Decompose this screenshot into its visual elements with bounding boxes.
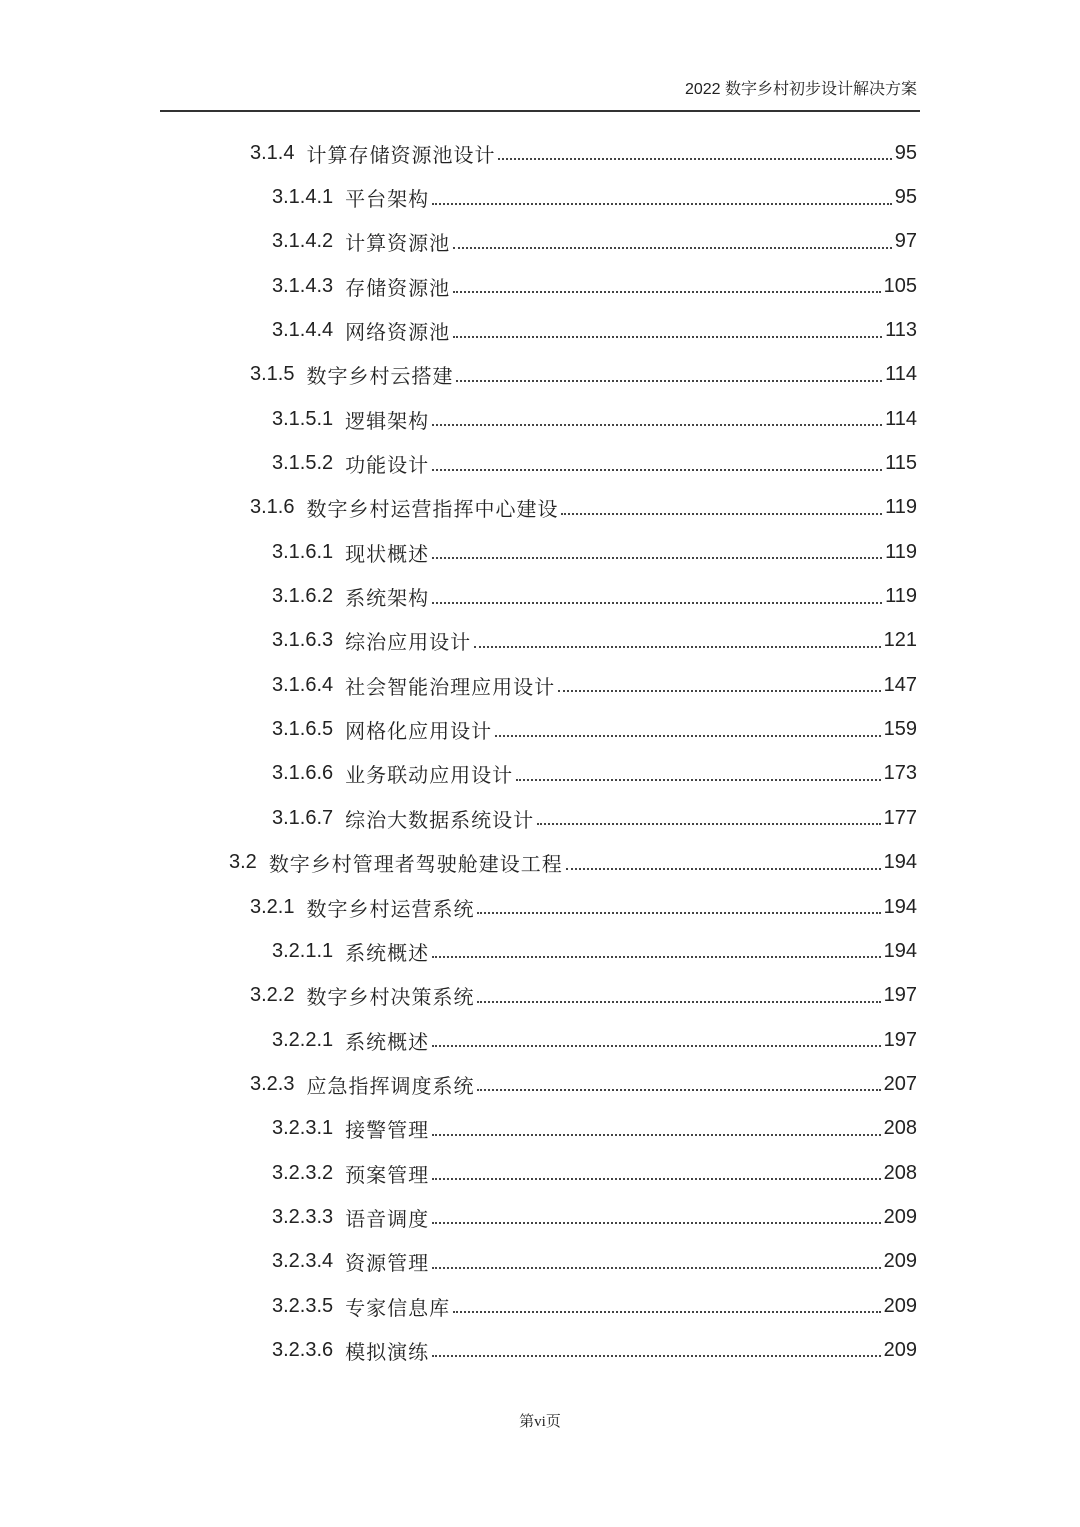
toc-entry-number: 3.2.3 [250,1072,295,1095]
toc-entry-title: 模拟演练 [345,1341,430,1364]
toc-entry-title: 数字乡村云搭建 [306,366,454,389]
toc-entry[interactable] [0,1195,917,1239]
toc-entry-number: 3.2.1 [250,895,295,918]
toc-entry-title: 应急指挥调度系统 [306,1075,475,1098]
table-of-contents [0,131,1080,1373]
toc-entry-page: 113 [885,319,917,342]
toc-entry-page: 209 [883,1250,917,1273]
toc-entry-page: 115 [885,452,917,475]
toc-entry-number: 3.1.5 [250,363,295,386]
toc-entry-title: 平台架构 [345,189,430,212]
dot-leader [432,602,882,604]
toc-entry[interactable] [0,707,917,751]
toc-entry-page: 97 [894,230,917,253]
dot-leader [432,557,882,559]
header-rule [160,110,920,112]
toc-entry-page: 119 [885,585,917,608]
toc-entry-page: 208 [883,1117,917,1140]
toc-entry[interactable] [0,441,917,485]
dot-leader [453,336,882,338]
toc-entry[interactable] [0,929,917,973]
toc-entry-number: 3.1.6.7 [272,806,334,829]
dot-leader [432,424,882,426]
toc-entry-number: 3.1.6 [250,496,295,519]
toc-entry[interactable] [0,796,917,840]
toc-entry-number: 3.1.5.2 [272,452,334,475]
toc-entry-number: 3.2.3.4 [272,1250,334,1273]
toc-entry[interactable] [0,1018,917,1062]
toc-entry[interactable] [0,663,917,707]
toc-entry-number: 3.2.3.1 [272,1117,334,1140]
dot-leader [477,1089,880,1091]
dot-leader [474,646,880,648]
dot-leader [453,1311,880,1313]
toc-entry-page: 194 [883,851,917,874]
toc-entry-title: 存储资源池 [345,277,451,300]
toc-entry-number: 3.1.6.4 [272,673,334,696]
toc-entry-title: 计算存储资源池设计 [306,144,496,167]
toc-entry[interactable] [0,530,917,574]
dot-leader [495,735,880,737]
toc-entry-title: 业务联动应用设计 [345,765,514,788]
toc-entry-title: 预案管理 [345,1164,430,1187]
toc-entry-number: 3.1.4.3 [272,274,334,297]
toc-entry[interactable] [0,397,917,441]
toc-entry-page: 119 [885,496,917,519]
dot-leader [453,247,892,249]
toc-entry-page: 177 [883,806,917,829]
toc-entry-number: 3.1.5.1 [272,407,334,430]
toc-entry-page: 95 [894,141,917,164]
dot-leader [432,1222,880,1224]
toc-entry-title: 数字乡村决策系统 [306,987,475,1010]
toc-entry[interactable] [0,175,917,219]
toc-entry[interactable] [0,1107,917,1151]
dot-leader [558,690,880,692]
dot-leader [477,1001,880,1003]
dot-leader [477,912,880,914]
toc-entry-page: 119 [885,540,917,563]
toc-entry-number: 3.1.6.5 [272,718,334,741]
toc-entry-title: 资源管理 [345,1253,430,1276]
dot-leader [432,1355,880,1357]
toc-entry-number: 3.2.3.5 [272,1294,334,1317]
toc-entry-title: 数字乡村管理者驾驶舱建设工程 [268,854,563,877]
toc-entry-number: 3.1.4.1 [272,186,334,209]
toc-entry-title: 接警管理 [345,1120,430,1143]
toc-entry-title: 现状概述 [345,543,430,566]
toc-entry-page: 209 [883,1338,917,1361]
toc-entry[interactable] [0,974,917,1018]
dot-leader [432,469,882,471]
toc-entry-title: 语音调度 [345,1208,430,1231]
toc-entry-number: 3.2.3.6 [272,1338,334,1361]
toc-entry-page: 209 [883,1294,917,1317]
toc-entry-number: 3.1.4.4 [272,319,334,342]
toc-entry-title: 功能设计 [345,455,430,478]
toc-entry-title: 数字乡村运营系统 [306,898,475,921]
toc-entry-page: 105 [883,274,917,297]
toc-entry-page: 173 [883,762,917,785]
toc-entry-page: 159 [883,718,917,741]
toc-entry[interactable] [0,220,917,264]
toc-entry[interactable] [0,353,917,397]
toc-entry[interactable] [0,885,917,929]
toc-entry[interactable] [0,308,917,352]
toc-entry[interactable] [0,752,917,796]
dot-leader [432,1267,880,1269]
dot-leader [537,823,880,825]
dot-leader [516,779,880,781]
toc-entry[interactable] [0,1151,917,1195]
toc-entry[interactable] [0,131,917,175]
toc-entry-number: 3.1.6.6 [272,762,334,785]
toc-entry-page: 147 [883,673,917,696]
toc-entry-title: 综治大数据系统设计 [345,809,535,832]
toc-entry[interactable] [0,486,917,530]
dot-leader [432,203,892,205]
toc-entry-page: 114 [885,363,917,386]
toc-entry[interactable] [0,574,917,618]
toc-entry-page: 197 [883,984,917,1007]
toc-entry-page: 197 [883,1028,917,1051]
dot-leader [456,380,882,382]
toc-entry-number: 3.2.2.1 [272,1028,334,1051]
running-header: 2022 数字乡村初步设计解决方案 [684,81,917,98]
toc-entry-number: 3.1.6.3 [272,629,334,652]
page-number: 第vi页 [519,1414,561,1430]
toc-entry-number: 3.2 [229,851,257,874]
toc-entry-page: 121 [883,629,917,652]
toc-entry-number: 3.1.6.2 [272,585,334,608]
toc-entry-title: 综治应用设计 [345,632,472,655]
toc-entry-title: 数字乡村运营指挥中心建设 [306,499,559,522]
toc-entry[interactable] [0,1328,917,1372]
toc-entry-page: 95 [894,186,917,209]
toc-entry[interactable] [0,1062,917,1106]
toc-entry-page: 194 [883,895,917,918]
toc-entry-title: 计算资源池 [345,233,451,256]
toc-entry-title: 系统架构 [345,588,430,611]
dot-leader [432,1045,880,1047]
toc-entry-page: 114 [885,407,917,430]
toc-entry-title: 社会智能治理应用设计 [345,676,556,699]
toc-entry[interactable] [0,1240,917,1284]
toc-entry-number: 3.1.4 [250,141,295,164]
toc-entry-title: 网格化应用设计 [345,721,493,744]
dot-leader [561,513,882,515]
toc-entry-number: 3.2.3.2 [272,1161,334,1184]
dot-leader [566,868,881,870]
dot-leader [453,291,880,293]
toc-entry-title: 逻辑架构 [345,410,430,433]
toc-entry[interactable] [0,619,917,663]
toc-entry-page: 207 [883,1072,917,1095]
toc-entry-page: 194 [883,939,917,962]
toc-entry[interactable] [0,841,917,885]
toc-entry[interactable] [0,264,917,308]
toc-entry-title: 系统概述 [345,942,430,965]
toc-entry-number: 3.2.2 [250,984,295,1007]
dot-leader [498,158,891,160]
toc-entry-title: 专家信息库 [345,1297,451,1320]
toc-entry-number: 3.1.6.1 [272,540,334,563]
toc-entry-title: 系统概述 [345,1031,430,1054]
toc-entry-page: 208 [883,1161,917,1184]
toc-entry-number: 3.2.1.1 [272,939,334,962]
dot-leader [432,1134,880,1136]
toc-entry[interactable] [0,1284,917,1328]
dot-leader [432,1178,880,1180]
toc-entry-title: 网络资源池 [345,322,451,345]
toc-entry-number: 3.2.3.3 [272,1205,334,1228]
toc-entry-number: 3.1.4.2 [272,230,334,253]
toc-entry-page: 209 [883,1205,917,1228]
dot-leader [432,956,880,958]
